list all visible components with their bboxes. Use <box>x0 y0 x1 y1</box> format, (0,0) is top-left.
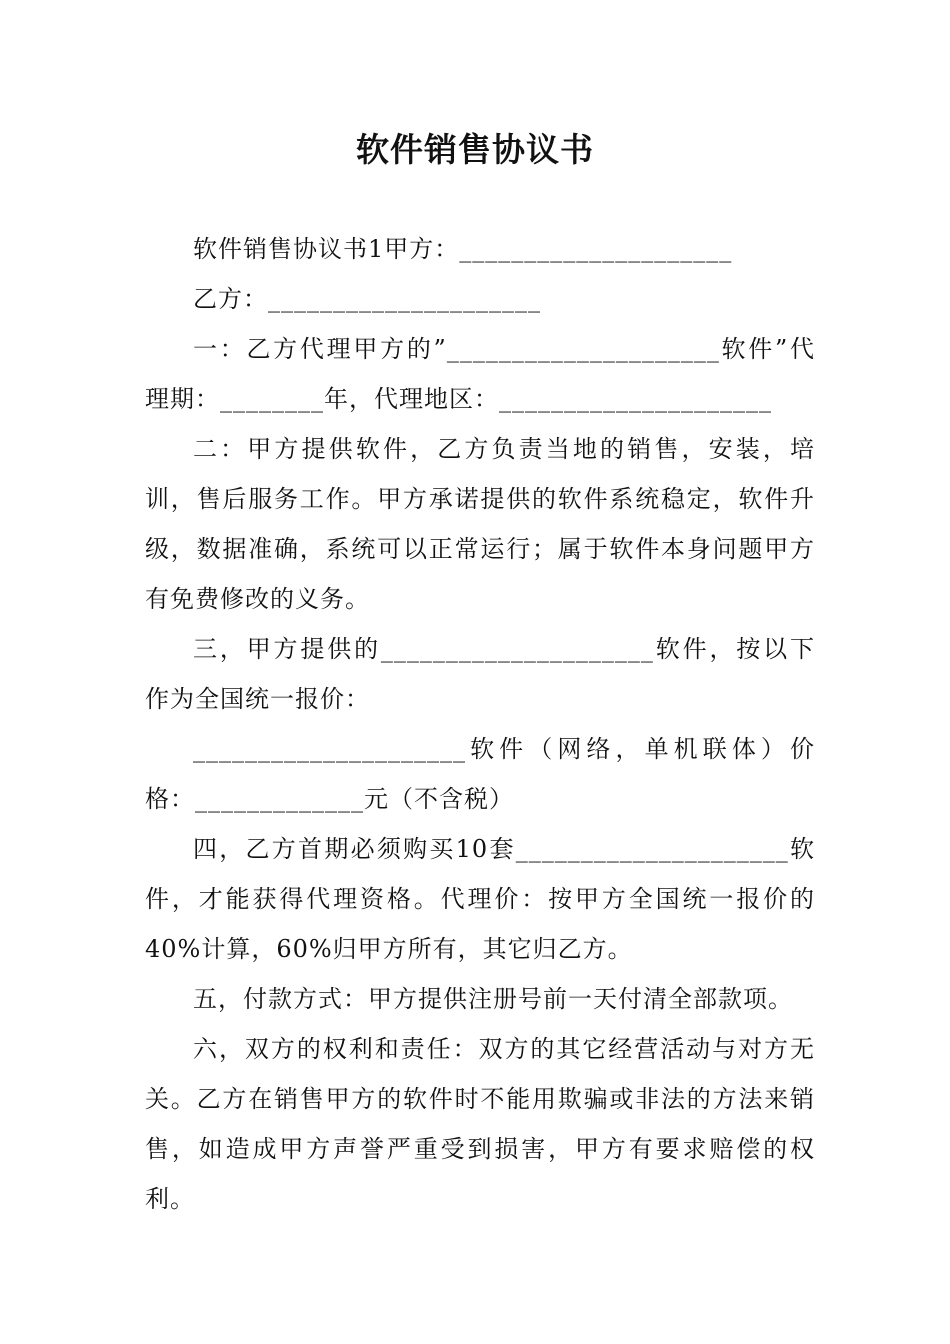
paragraph-clause-6: 六，双方的权利和责任：双方的其它经营活动与对方无关。乙方在销售甲方的软件时不能用欺骗或非法的方法来销售，如造成甲方声誉严重受到损害，甲方有要求赔偿的权利。 <box>145 1035 815 1213</box>
paragraph-party-b: 乙方：_____________________ <box>193 285 541 313</box>
document-title: 软件销售协议书 <box>356 130 594 169</box>
paragraph-price: _____________________软件（网络，单机联体）价格：_____________元（不含税） <box>145 735 815 813</box>
paragraph-clause-1: 一：乙方代理甲方的”_____________________软件”代理期：________年，代理地区：_____________________ <box>145 335 815 413</box>
document-body <box>145 224 815 1224</box>
paragraph-clause-5: 五，付款方式：甲方提供注册号前一天付清全部款项。 <box>193 985 793 1013</box>
paragraph-clause-3: 三，甲方提供的_____________________软件，按以下作为全国统一报价： <box>145 635 815 713</box>
paragraph-party-a: 软件销售协议书1甲方：_____________________ <box>193 235 733 263</box>
paragraph-clause-4: 四，乙方首期必须购买10套_____________________软件，才能获得代理资格。代理价：按甲方全国统一报价的40%计算，60%归甲方所有，其它归乙方。 <box>145 835 815 963</box>
paragraph-clause-2: 二：甲方提供软件，乙方负责当地的销售，安装，培训，售后服务工作。甲方承诺提供的软件系统稳定，软件升级，数据准确，系统可以正常运行；属于软件本身问题甲方有免费修改的义务。 <box>145 435 815 613</box>
